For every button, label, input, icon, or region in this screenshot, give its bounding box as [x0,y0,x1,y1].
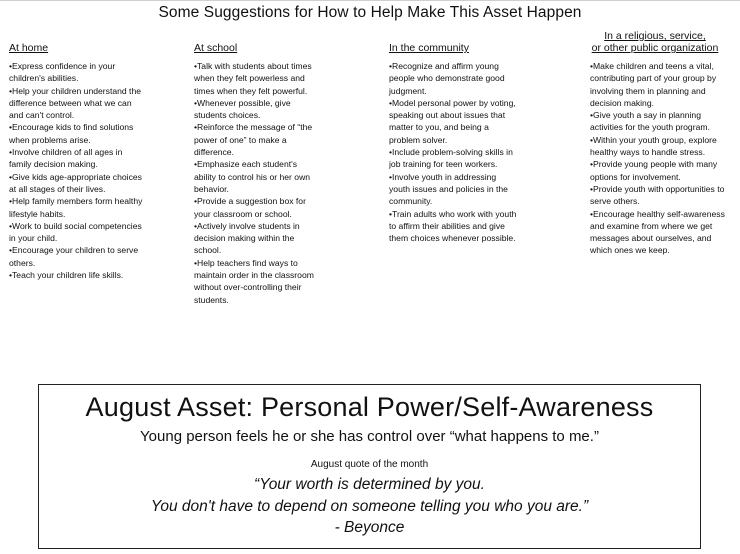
list-item: • Encourage kids to find solutions when problems arise. [9,121,145,146]
list-item: • Help teachers find ways to maintain order in the classroom without over-controlling their students. [194,257,318,306]
list-item: • Provide a suggestion box for your classroom or school. [194,195,318,220]
list-item: • Recognize and affirm young people who demonstrate good judgment. [389,60,519,97]
list-item: • Talk with students about times when they felt powerless and times when they felt powerful. [194,60,318,97]
list-item: • Help your children understand the difference between what we can and can't control. [9,85,145,122]
column-at-home [9,26,145,281]
list-item: • Encourage your children to serve others. [9,244,145,269]
list-item: • Within your youth group, explore healthy ways to handle stress. [590,134,730,159]
asset-box [38,384,701,549]
column-at-school [194,26,318,306]
quote-label: August quote of the month [310,459,429,470]
list-item: • Involve youth in addressing youth issues and policies in the community. [389,171,519,208]
column-heading-line-1: In a religious, service, [604,30,706,42]
suggestion-list-in-the-community [389,60,519,244]
list-item: • Involve children of all ages in family decision making. [9,146,145,171]
suggestion-list-at-school [194,60,318,306]
list-item: • Include problem-solving skills in job training for teen workers. [389,146,519,171]
list-item: • Work to build social competencies in your child. [9,220,145,245]
list-item: • Actively involve students in decision making within the school. [194,220,318,257]
list-item: • Emphasize each student's ability to control his or her own behavior. [194,158,318,195]
quote-author: - Beyonce [334,519,405,536]
list-item: • Provide young people with many options for involvement. [590,158,730,183]
column-heading-at-school: At school [194,42,238,54]
list-item: • Encourage healthy self-awareness and examine from where we get messages about ourselves, and which ones we keep. [590,208,730,257]
list-item: • Model personal power by voting, speaking out about issues that matter to you, and being a problem solver. [389,97,519,146]
list-item: • Give youth a say in planning activities for the youth program. [590,109,730,134]
list-item: • Train adults who work with youth to affirm their abilities and give them choices whenever possible. [389,208,519,245]
quote-line-1: “Your worth is determined by you. [254,476,485,493]
list-item: • Express confidence in your children's abilities. [9,60,145,85]
list-item: • Teach your children life skills. [9,269,145,281]
top-rule [0,0,740,1]
quote-line-2: You don't have to depend on someone telling you who you are.” [150,498,589,515]
asset-title: August Asset: Personal Power/Self-Awareness [85,392,654,422]
list-item: • Whenever possible, give students choices. [194,97,318,122]
column-in-the-community [389,26,519,244]
column-religious-service-organization [580,26,730,257]
column-heading-religious-service-organization [580,26,730,54]
asset-description: Young person feels he or she has control over “what happens to me.” [140,428,599,445]
page-title: Some Suggestions for How to Help Make This Asset Happen [158,4,582,21]
column-heading-at-home: At home [9,42,49,54]
column-heading-in-the-community: In the community [389,42,469,54]
list-item: • Make children and teens a vital, contributing part of your group by involving them in planning and decision making. [590,60,730,109]
list-item: • Reinforce the message of “the power of one” to make a difference. [194,121,318,158]
column-heading-line-2: or other public organization [591,42,719,54]
suggestion-list-at-home [9,60,145,281]
suggestion-list-religious-service-organization [580,60,730,257]
list-item: • Help family members form healthy lifestyle habits. [9,195,145,220]
list-item: • Provide youth with opportunities to serve others. [590,183,730,208]
list-item: • Give kids age-appropriate choices at all stages of their lives. [9,171,145,196]
